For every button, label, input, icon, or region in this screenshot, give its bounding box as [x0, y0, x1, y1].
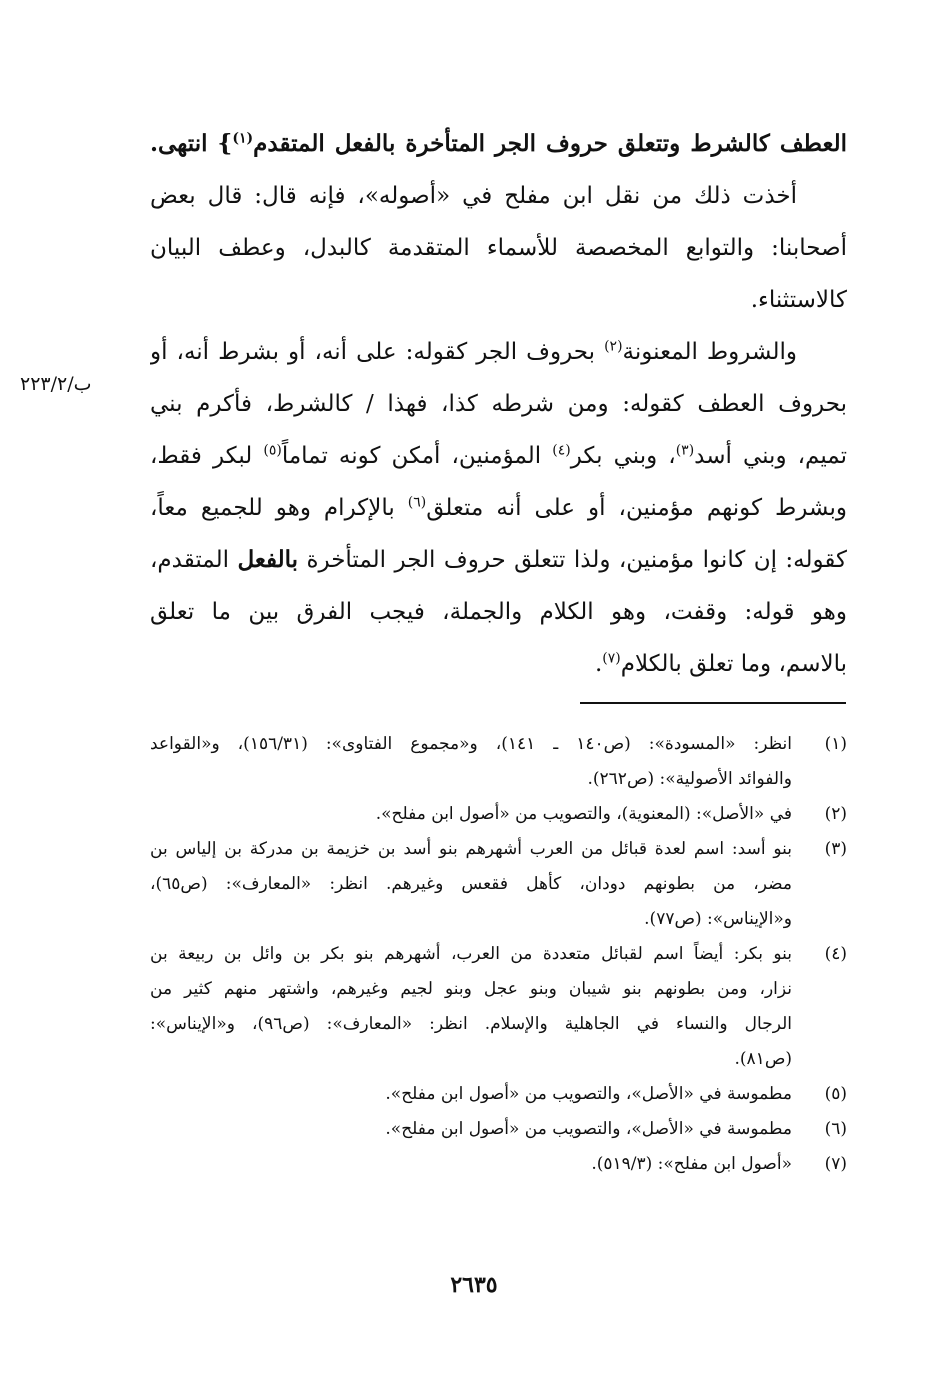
footnote-ref: (٧): [602, 650, 621, 667]
footnote-line: [150, 727, 847, 762]
text-line: [150, 222, 847, 274]
footnote-text: الرجال والنساء في الجاهلية والإسلام. انظر: «المعارف»: (ص٩٦)، و«الإيناس»:: [150, 1014, 793, 1034]
text-span: كالاستثناء.: [750, 287, 847, 313]
footnote-number: (٦): [824, 1119, 847, 1139]
text-span: } انتهى.: [150, 130, 233, 157]
footnote-line: [150, 1007, 847, 1042]
text-span: والشروط المعنونة: [622, 339, 798, 365]
footnote-text: مضر، من بطونهم دودان، كأهل فقعس وغيرهم. انظر: «المعارف»: (ص٦٥)،: [150, 874, 792, 894]
footnote-line: [150, 762, 847, 797]
footnote-ref: (١): [232, 130, 254, 147]
footnote-text: مطموسة في «الأصل»، والتصويب من «أصول ابن مفلح».: [385, 1119, 792, 1139]
footnote-number: (٣): [824, 839, 847, 859]
footnote-line: [150, 1077, 847, 1112]
text-span: لبكر فقط،: [150, 443, 264, 469]
footnote-text: (ص٨١).: [734, 1049, 792, 1069]
text-span: بحروف العطف كقوله: ومن شرطه كذا، فهذا / كالشرط، فأكرم بني: [150, 391, 847, 417]
text-span: المؤمنين، أمكن كونه تماماً: [281, 443, 553, 469]
text-line: [150, 638, 847, 690]
text-line: [150, 118, 847, 170]
footnote-text: نزار، ومن بطونهم بنو شيبان وبنو عجل وبنو لجيم وغيرهم، واشتهر منهم كثير من: [150, 979, 792, 999]
footnote-line: [150, 797, 847, 832]
footnote-number: (١): [824, 734, 847, 754]
footnote-line: [150, 1112, 847, 1147]
text-span: .: [594, 651, 603, 677]
footnote-ref: (٥): [263, 442, 282, 459]
text-line: [150, 482, 847, 534]
text-span: وهو قوله: وقفت، وهو الكلام والجملة، فيجب الفرق بين ما تعلق: [150, 599, 847, 625]
text-line: [150, 586, 847, 638]
text-span: بالإكرام وهو للجميع معاً،: [150, 495, 408, 521]
main-text: [150, 118, 847, 690]
footnote-number: (٤): [824, 944, 847, 964]
footnote-text: انظر: «المسودة»: (ص١٤٠ ـ ١٤١)، و«مجموع الفتاوى»: (١٥٦/٣١)، و«القواعد: [150, 734, 792, 754]
footnote-ref: (٣): [675, 442, 695, 459]
footnote-text: في «الأصل»: (المعنوية)، والتصويب من «أصول ابن مفلح».: [375, 804, 792, 824]
footnote-ref: (٢): [604, 338, 623, 355]
footnotes: [150, 727, 847, 1182]
text-span: ، وبني بكر: [570, 443, 676, 469]
text-span: وبشرط كونهم مؤمنين، أو على أنه متعلق: [426, 495, 847, 521]
text-span: المتقدم،: [150, 547, 238, 573]
text-span: أخذت ذلك من نقل ابن مفلح في «أصوله»، فإنه قال: قال بعض: [150, 183, 798, 209]
footnote-number: (٧): [824, 1154, 847, 1174]
footnote-line: [150, 867, 847, 902]
footnote-line: [150, 902, 847, 937]
footnote-text: بنو بكر: أيضاً اسم لقبائل متعددة من العرب، أشهرهم بنو بكر بن وائل بن ربيعة بن: [150, 944, 792, 964]
footnote-line: [150, 1147, 847, 1182]
text-line: [150, 534, 847, 586]
text-span: بحروف الجر كقوله: على أنه، أو بشرط أنه، أو: [150, 339, 605, 365]
manuscript-folio-marker: ب/٢٢٣/٢: [20, 373, 92, 395]
text-span: أصحابنا: والتوابع المخصصة للأسماء المتقدمة كالبدل، وعطف البيان: [150, 235, 847, 261]
footnote-line: [150, 1042, 847, 1077]
footnote-line: [150, 972, 847, 1007]
footnote-number: (٢): [824, 804, 847, 824]
footnote-text: بنو أسد: اسم لعدة قبائل من العرب أشهرهم بنو أسد بن خزيمة بن مدركة بن إلياس بن: [150, 839, 792, 859]
footnote-ref: (٤): [552, 442, 571, 459]
page-number: ٢٦٣٥: [450, 1272, 498, 1298]
footnote-divider: [580, 702, 846, 704]
text-line: [150, 326, 847, 378]
text-span: بالفعل: [237, 546, 299, 573]
text-line: [150, 430, 847, 482]
footnote-number: (٥): [824, 1084, 847, 1104]
text-line: [150, 170, 847, 222]
text-line: [150, 274, 847, 326]
footnote-ref: (٦): [407, 494, 427, 511]
text-line: [150, 378, 847, 430]
text-span: كقوله: إن كانوا مؤمنين، ولذا تتعلق حروف الجر المتأخرة: [298, 547, 847, 573]
text-span: تميم، وبني أسد: [694, 443, 847, 469]
footnote-text: والفوائد الأصولية»: (ص٢٦٢).: [587, 769, 792, 789]
footnote-text: مطموسة في «الأصل»، والتصويب من «أصول ابن مفلح».: [385, 1084, 792, 1104]
text-span: بالاسم، وما تعلق بالكلام: [620, 651, 847, 677]
text-span: العطف كالشرط وتتعلق حروف الجر المتأخرة بالفعل المتقدم: [253, 130, 847, 157]
footnote-line: [150, 937, 847, 972]
footnote-text: و«الإيناس»: (ص٧٧).: [644, 909, 792, 929]
footnote-line: [150, 832, 847, 867]
footnote-text: «أصول ابن مفلح»: (٥١٩/٣).: [591, 1154, 792, 1174]
